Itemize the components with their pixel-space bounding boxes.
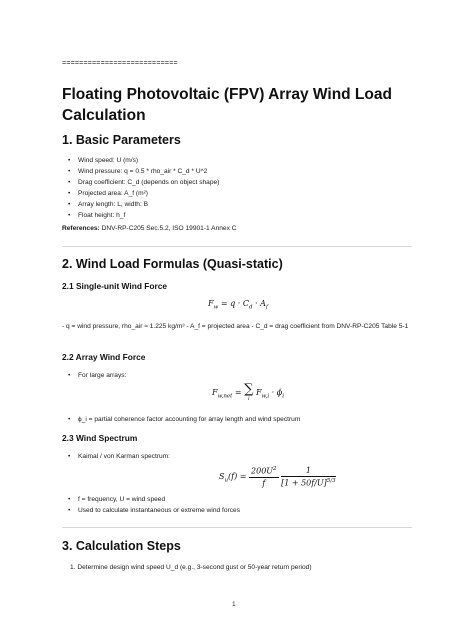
list-item: • f = frequency, U = wind speed	[62, 494, 240, 505]
page-number: 1	[232, 601, 236, 608]
coherence-factor-list	[62, 414, 300, 425]
references-text: DNV-RP-C205 Sec.5.2, ISO 19901-1 Annex C	[99, 225, 237, 232]
subsection-2-2-heading: 2.2 Array Wind Force	[62, 352, 146, 362]
list-item: • For large arrays:	[62, 370, 126, 381]
section-1-heading: 1. Basic Parameters	[62, 133, 181, 147]
summation-symbol: ∑ i	[244, 382, 254, 402]
single-unit-force-formula: $F_w = q \cdot C_d \cdot A_f$	[208, 299, 268, 311]
subsection-2-3-heading: 2.3 Wind Spectrum	[62, 433, 138, 443]
list-item: • ϕ_i = partial coherence factor accounting for array length and wind spectrum	[62, 414, 300, 425]
list-item: • Wind speed: U (m/s)	[62, 155, 219, 166]
wind-spectrum-list	[62, 451, 170, 462]
separator-line-text: ===========================	[62, 60, 178, 67]
references-label: References:	[62, 225, 100, 232]
wind-spectrum-formula: $S_u(f)$ = $\frac{200U^2}{f}$ $\frac{1}{[1 + 50f/U]^{5/3}}$	[219, 466, 336, 488]
single-unit-description: - q = wind pressure, rho_air ≈ 1.225 kg/m³ - A_f = projected area - C_d = drag coefficient from DNV-RP-C205 Table 5-1	[62, 323, 409, 330]
basic-parameters-list	[62, 155, 219, 221]
spectrum-notes-list	[62, 494, 240, 516]
references-paragraph	[62, 223, 236, 234]
section-3-heading: 3. Calculation Steps	[62, 539, 181, 553]
array-force-list	[62, 370, 126, 381]
divider	[62, 246, 412, 247]
document-title: Floating Photovoltaic (FPV) Array Wind Load Calculation	[62, 86, 392, 124]
list-item: • Array length: L, width: B	[62, 199, 219, 210]
list-item: • Used to calculate instantaneous or extreme wind forces	[62, 505, 240, 516]
array-force-formula: $F_{w,net}$ = ∑ i $F_{w,i} \cdot \phi_i$	[212, 382, 284, 402]
list-item: • Wind pressure: q = 0.5 * rho_air * C_d * U^2	[62, 166, 219, 177]
list-item: • Kaimal / von Karman spectrum:	[62, 451, 170, 462]
list-item: 1. Determine design wind speed U_d (e.g., 3-second gust or 50-year return period)	[70, 564, 312, 571]
subsection-2-1-heading: 2.1 Single-unit Wind Force	[62, 281, 168, 291]
list-item: • Drag coefficient: C_d (depends on object shape)	[62, 177, 219, 188]
section-2-heading: 2. Wind Load Formulas (Quasi-static)	[62, 257, 283, 271]
list-item: • Float height: h_f	[62, 210, 219, 221]
calculation-steps-list	[62, 562, 312, 573]
divider	[62, 527, 412, 528]
list-item: • Projected area: A_f (m²)	[62, 188, 219, 199]
